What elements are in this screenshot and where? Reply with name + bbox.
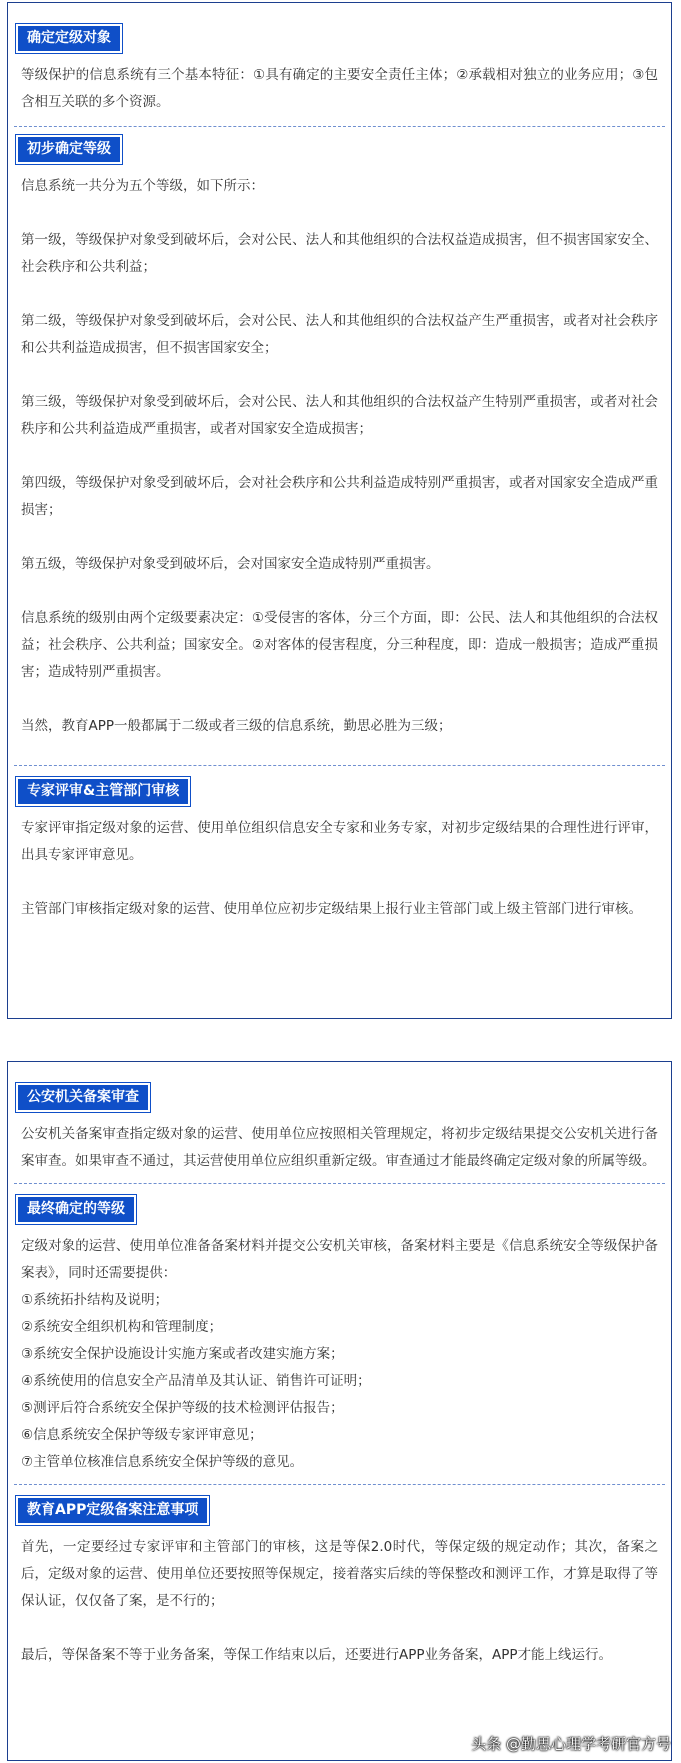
- section-initial-level: [8, 127, 671, 765]
- section-title: 初步确定等级: [18, 137, 120, 162]
- list-item: ①系统拓扑结构及说明；: [21, 1292, 169, 1308]
- section-title-badge: [15, 1082, 151, 1113]
- section-final-level: [8, 1184, 671, 1484]
- paragraph: 首先，一定要经过专家评审和主管部门的审核，这是等保2.0时代，等保定级的规定动作；其次，备案之后，定级对象的运营、使用单位还要按照等保规定，接着落实后续的等保整改和测评工作，才算是取得了等保认证，仅仅备了案，是不行的；: [21, 1539, 658, 1609]
- paragraph: 第五级，等级保护对象受到破坏后，会对国家安全造成特别严重损害。: [21, 556, 440, 572]
- section-app-notes: [8, 1485, 671, 1669]
- section-title: 专家评审&主管部门审核: [18, 779, 188, 804]
- section-title-badge: [15, 134, 123, 165]
- paragraph: 信息系统一共分为五个等级，如下所示：: [21, 178, 264, 194]
- paragraph: 主管部门审核指定级对象的运营、使用单位应初步定级结果上报行业主管部门或上级主管部门进行审核。: [21, 901, 642, 917]
- paragraph: 等级保护的信息系统有三个基本特征：①具有确定的主要安全责任主体；②承载相对独立的业务应用；③包含相互关联的多个资源。: [21, 67, 658, 110]
- paragraph: 公安机关备案审查指定级对象的运营、使用单位应按照相关管理规定，将初步定级结果提交公安机关进行备案审查。如果审查不通过，其运营使用单位应组织重新定级。审查通过才能最终确定定级对象的所属等级。: [21, 1126, 658, 1169]
- section-title: 确定定级对象: [18, 26, 120, 51]
- paragraph: 第四级，等级保护对象受到破坏后，会对社会秩序和公共利益造成特别严重损害，或者对国家安全造成严重损害；: [21, 475, 658, 518]
- section-expert-review: [8, 766, 671, 923]
- paragraph: 专家评审指定级对象的运营、使用单位组织信息安全专家和业务专家，对初步定级结果的合理性进行评审，出具专家评审意见。: [21, 820, 658, 863]
- section-define-object: [8, 3, 671, 126]
- section-title: 教育APP定级备案注意事项: [18, 1498, 207, 1523]
- section-title: 最终确定的等级: [18, 1197, 134, 1222]
- paragraph: 信息系统的级别由两个定级要素决定：①受侵害的客体，分三个方面，即：公民、法人和其他组织的合法权益；社会秩序、公共利益；国家安全。②对客体的侵害程度，分三种程度，即：造成一般损害；造成严重损害；造成特别严重损害。: [21, 610, 658, 680]
- section-title-badge: [15, 1194, 137, 1225]
- list-item: ②系统安全组织机构和管理制度；: [21, 1319, 223, 1335]
- source-watermark: 头条 @勤思心理学考研官方号: [471, 1735, 671, 1753]
- section-title: 公安机关备案审查: [18, 1085, 148, 1110]
- section-title-badge: [15, 776, 191, 807]
- list-item: ⑦主管单位核准信息系统安全保护等级的意见。: [21, 1454, 304, 1470]
- section-title-badge: [15, 1495, 210, 1526]
- paragraph: 最后，等保备案不等于业务备案，等保工作结束以后，还要进行APP业务备案，APP才能上线运行。: [21, 1647, 613, 1663]
- section-police-filing: [8, 1062, 671, 1183]
- content-card-2: [7, 1061, 672, 1761]
- paragraph: 第一级，等级保护对象受到破坏后，会对公民、法人和其他组织的合法权益造成损害，但不损害国家安全、社会秩序和公共利益；: [21, 232, 658, 275]
- list-item: ⑤测评后符合系统安全保护等级的技术检测评估报告；: [21, 1400, 344, 1416]
- section-title-badge: [15, 23, 123, 54]
- list-item: ③系统安全保护设施设计实施方案或者改建实施方案；: [21, 1346, 344, 1362]
- list-item: ④系统使用的信息安全产品清单及其认证、销售许可证明；: [21, 1373, 371, 1389]
- paragraph: 第二级，等级保护对象受到破坏后，会对公民、法人和其他组织的合法权益产生严重损害，或者对社会秩序和公共利益造成损害，但不损害国家安全；: [21, 313, 658, 356]
- list-item: ⑥信息系统安全保护等级专家评审意见；: [21, 1427, 263, 1443]
- paragraph: 第三级，等级保护对象受到破坏后，会对公民、法人和其他组织的合法权益产生特别严重损害，或者对社会秩序和公共利益造成严重损害，或者对国家安全造成损害；: [21, 394, 658, 437]
- content-card-1: [7, 2, 672, 1019]
- paragraph: 当然，教育APP一般都属于二级或者三级的信息系统，勤思必胜为三级；: [21, 718, 452, 734]
- paragraph: 定级对象的运营、使用单位准备备案材料并提交公安机关审核，备案材料主要是《信息系统安全等级保护备案表》，同时还需要提供：: [21, 1238, 658, 1281]
